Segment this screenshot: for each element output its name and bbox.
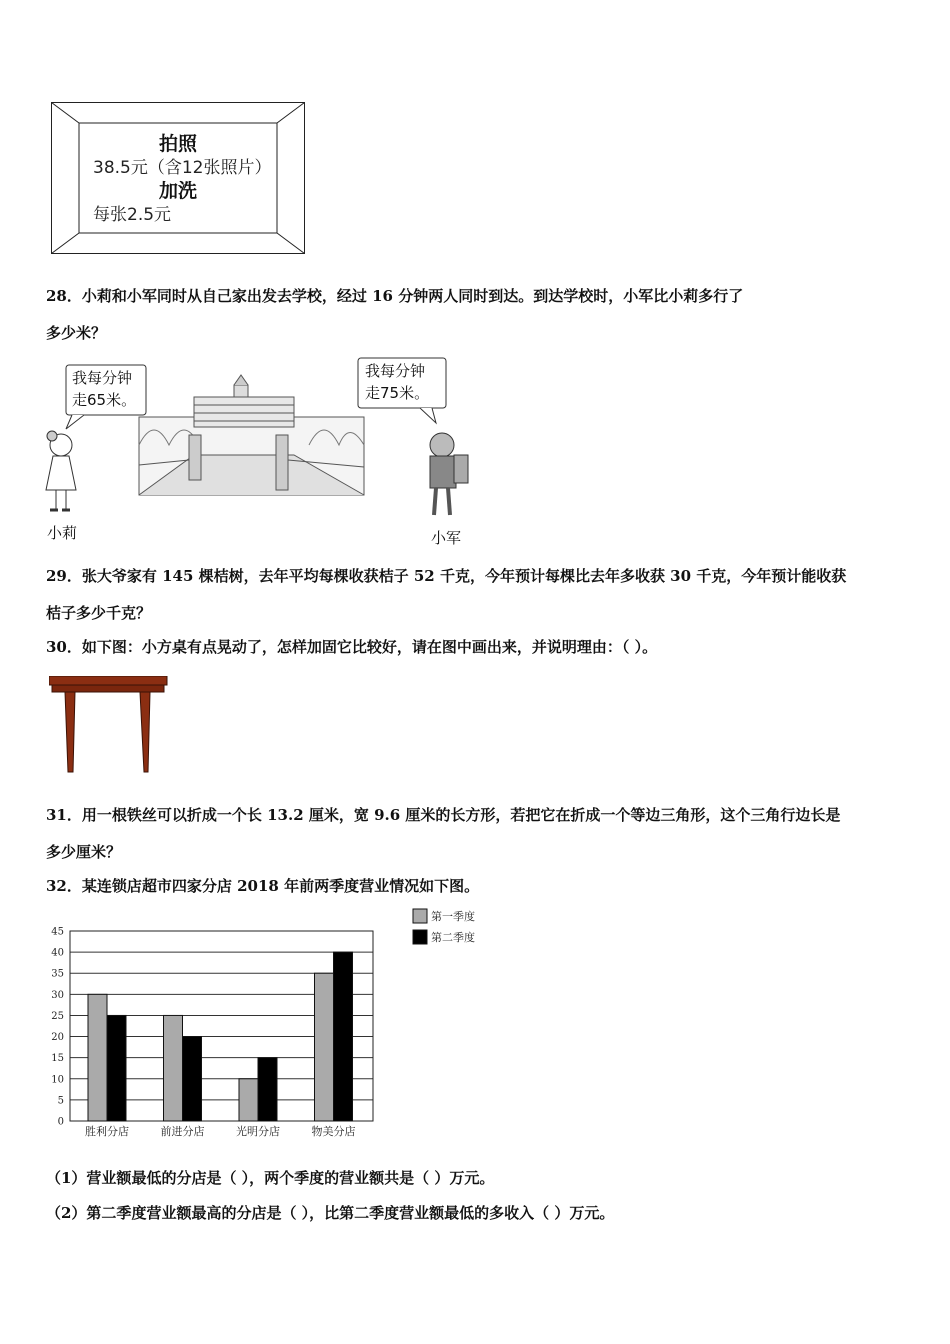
- x-tick-label: 胜利分店: [85, 1125, 129, 1138]
- sign-price-photo: 38.5元（含12张照片）: [93, 158, 272, 178]
- q28-text-line1: 28．小莉和小军同时从自己家出发去学校，经过 16 分钟两人同时到达。到达学校时，小军比小莉多行了: [46, 287, 744, 305]
- q28-text-line2: 多少米？: [46, 324, 107, 342]
- right-bubble-line2: 走75米。: [365, 384, 430, 402]
- legend-label: 第一季度: [431, 910, 475, 923]
- girl-name-label: 小莉: [47, 524, 78, 542]
- y-tick-label: 30: [51, 989, 64, 1001]
- q29-text-line1: 29．张大爷家有 145 棵桔树，去年平均每棵收获桔子 52 千克，今年预计每棵比去年多收获 30 千克，今年预计能收获: [46, 567, 847, 585]
- y-tick-label: 45: [51, 926, 64, 938]
- bar-q2: [258, 1058, 277, 1121]
- q32-sub1: （1）营业额最低的分店是（ ），两个季度的营业额共是（ ）万元。: [46, 1169, 495, 1187]
- y-tick-label: 25: [51, 1010, 64, 1022]
- y-tick-label: 0: [57, 1116, 64, 1128]
- bar-q1: [239, 1079, 258, 1121]
- right-bubble-line1: 我每分钟: [365, 362, 426, 380]
- left-bubble-line1: 我每分钟: [72, 369, 133, 387]
- q31-text-line2: 多少厘米？: [46, 843, 122, 861]
- legend-swatch: [413, 909, 427, 923]
- boy-name-label: 小军: [431, 529, 462, 547]
- x-tick-label: 前进分店: [160, 1125, 205, 1138]
- x-tick-label: 物美分店: [311, 1125, 356, 1138]
- bar-q1: [88, 994, 107, 1121]
- school-building: [139, 375, 364, 495]
- q28-illustration: [44, 355, 484, 545]
- girl-figure: [46, 431, 76, 510]
- table-figure: [49, 676, 169, 780]
- x-tick-label: 光明分店: [236, 1125, 280, 1138]
- bar-q2: [183, 1037, 202, 1121]
- sign-title-extra: 加洗: [159, 180, 198, 202]
- sign-price-extra: 每张2.5元: [93, 205, 172, 225]
- left-bubble-line2: 走65米。: [72, 391, 137, 409]
- bar-q1: [164, 1015, 183, 1121]
- legend-swatch: [413, 930, 427, 944]
- q29-text-line2: 桔子多少千克？: [46, 604, 152, 622]
- bar-q1: [315, 973, 334, 1121]
- q32-text-line1: 32．某连锁店超市四家分店 2018 年前两季度营业情况如下图。: [46, 877, 480, 895]
- y-tick-label: 10: [51, 1074, 64, 1086]
- price-sign: [51, 102, 305, 254]
- y-tick-label: 35: [51, 968, 64, 980]
- y-tick-label: 5: [57, 1095, 64, 1107]
- boy-figure: [430, 433, 468, 515]
- sign-title-photo: 拍照: [159, 133, 198, 155]
- q32-sub2: （2）第二季度营业额最高的分店是（ ），比第二季度营业额最低的多收入（ ）万元。: [46, 1204, 615, 1222]
- y-tick-label: 40: [51, 947, 64, 959]
- y-tick-label: 15: [51, 1053, 64, 1065]
- revenue-bar-chart: [40, 903, 480, 1138]
- y-tick-label: 20: [51, 1032, 64, 1044]
- q31-text-line1: 31．用一根铁丝可以折成一个长 13.2 厘米，宽 9.6 厘米的长方形，若把它在折成一个等边三角形，这个三角行边长是: [46, 806, 841, 824]
- q30-text-line1: 30．如下图：小方桌有点晃动了，怎样加固它比较好，请在图中画出来，并说明理由：（ ）。: [46, 638, 658, 656]
- bar-q2: [107, 1015, 126, 1121]
- legend-label: 第二季度: [431, 931, 475, 944]
- bar-q2: [334, 952, 353, 1121]
